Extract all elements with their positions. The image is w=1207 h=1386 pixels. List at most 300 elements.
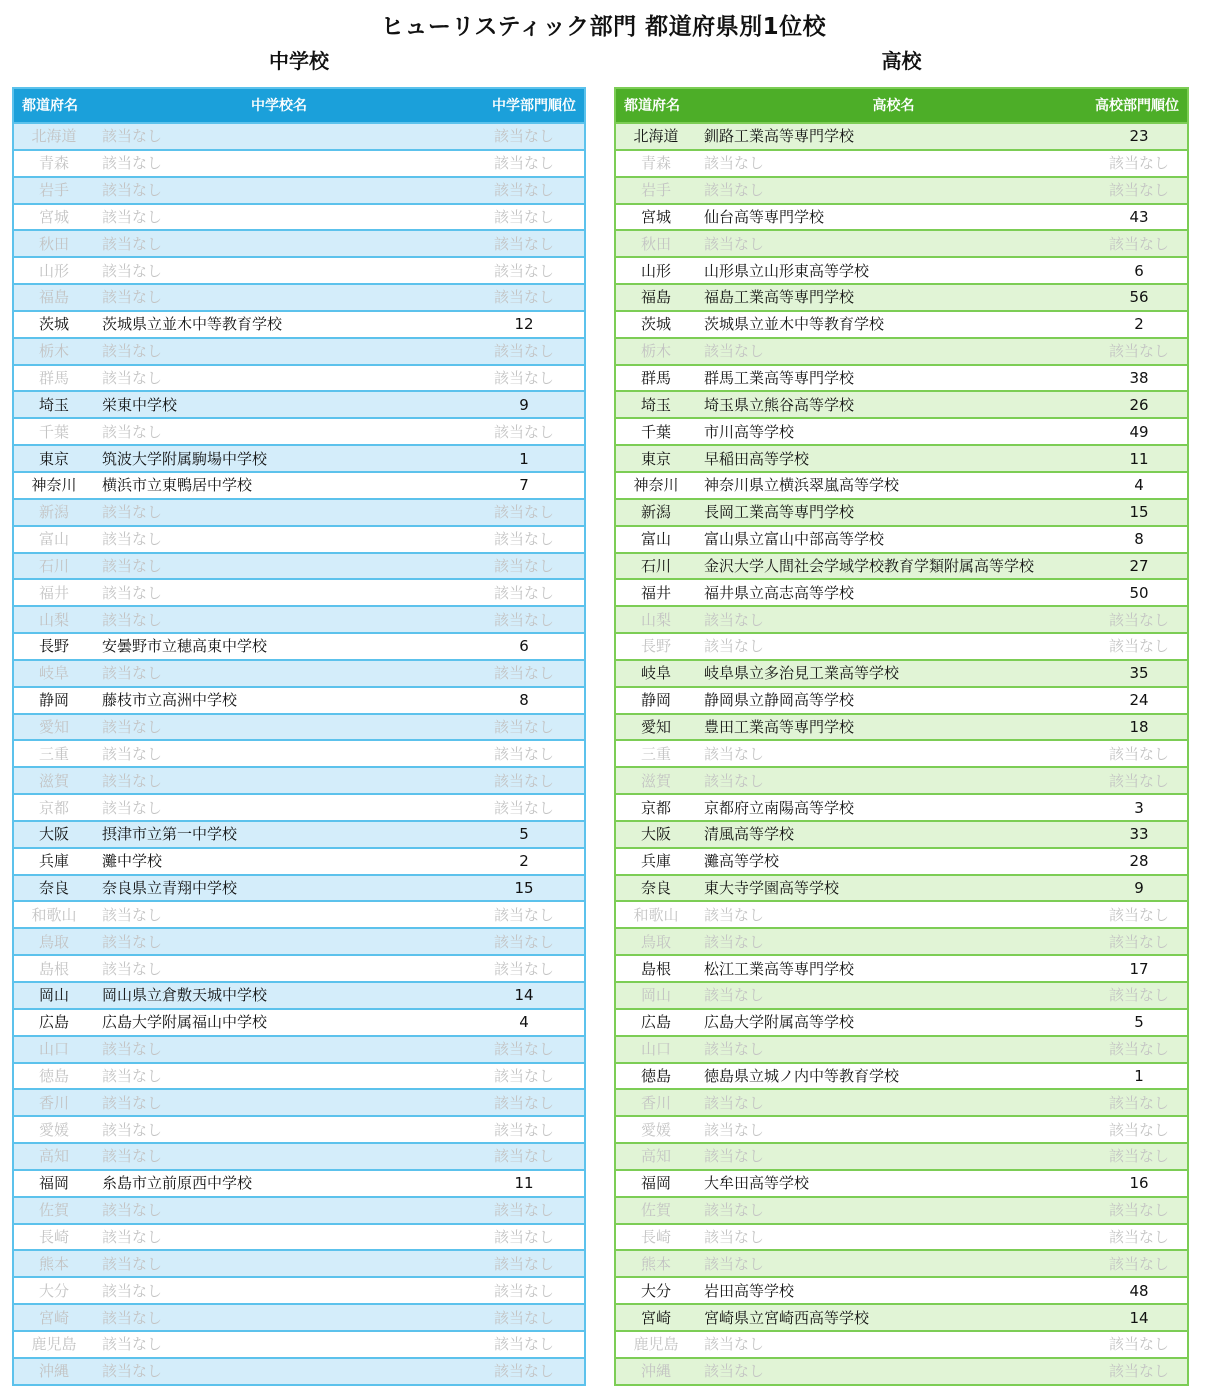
prefecture-cell: 福岡	[14, 1170, 94, 1197]
table-row	[14, 338, 584, 365]
table-row	[14, 928, 584, 955]
middle-school-table-body	[14, 123, 584, 1384]
prefecture-cell: 佐賀	[14, 1197, 94, 1224]
table-row	[14, 1304, 584, 1331]
rank-cell: 該当なし	[464, 928, 584, 955]
table-row	[14, 1116, 584, 1143]
school-name-cell: 岐阜県立多治見工業高等学校	[696, 660, 1091, 687]
prefecture-cell: 青森	[14, 150, 94, 177]
table-row	[616, 553, 1187, 580]
table-row	[616, 606, 1187, 633]
table-row	[616, 875, 1187, 902]
school-name-cell: 該当なし	[94, 1036, 464, 1063]
table-row	[14, 257, 584, 284]
prefecture-cell: 宮崎	[14, 1304, 94, 1331]
prefecture-cell: 岡山	[14, 982, 94, 1009]
rank-cell: 12	[464, 311, 584, 338]
rank-cell: 該当なし	[464, 740, 584, 767]
table-row	[616, 687, 1187, 714]
school-name-cell: 大牟田高等学校	[696, 1170, 1091, 1197]
table-row	[616, 472, 1187, 499]
prefecture-cell: 石川	[616, 553, 696, 580]
rank-cell: 該当なし	[1091, 1358, 1187, 1384]
middle-school-section-title: 中学校	[269, 49, 329, 73]
school-name-cell: 富山県立富山中部高等学校	[696, 526, 1091, 553]
prefecture-cell: 長野	[14, 633, 94, 660]
rank-cell: 1	[464, 445, 584, 472]
rank-cell: 該当なし	[464, 123, 584, 150]
prefecture-cell: 鹿児島	[616, 1331, 696, 1358]
school-name-cell: 灘高等学校	[696, 848, 1091, 875]
school-name-cell: 金沢大学人間社会学域学校教育学類附属高等学校	[696, 553, 1091, 580]
table-row	[14, 204, 584, 231]
school-name-cell: 山形県立山形東高等学校	[696, 257, 1091, 284]
rank-cell: 15	[1091, 499, 1187, 526]
school-name-cell: 該当なし	[94, 767, 464, 794]
rank-cell: 14	[1091, 1304, 1187, 1331]
school-name-cell: 該当なし	[94, 1358, 464, 1384]
school-name-cell: 該当なし	[696, 177, 1091, 204]
school-name-cell: 該当なし	[696, 1197, 1091, 1224]
table-row	[616, 338, 1187, 365]
school-name-cell: 摂津市立第一中学校	[94, 821, 464, 848]
school-name-cell: 該当なし	[94, 1250, 464, 1277]
rank-cell: 16	[1091, 1170, 1187, 1197]
prefecture-cell: 栃木	[616, 338, 696, 365]
rank-cell: 49	[1091, 418, 1187, 445]
table-row	[616, 1277, 1187, 1304]
rank-cell: 5	[464, 821, 584, 848]
prefecture-cell: 奈良	[616, 875, 696, 902]
table-row	[14, 445, 584, 472]
school-name-cell: 釧路工業高等専門学校	[696, 123, 1091, 150]
prefecture-cell: 石川	[14, 553, 94, 580]
table-row	[616, 1170, 1187, 1197]
prefecture-cell: 静岡	[14, 687, 94, 714]
prefecture-cell: 奈良	[14, 875, 94, 902]
rank-cell: 該当なし	[1091, 1143, 1187, 1170]
table-row	[616, 526, 1187, 553]
school-name-cell: 栄東中学校	[94, 391, 464, 418]
school-name-cell: 該当なし	[94, 606, 464, 633]
prefecture-cell: 広島	[14, 1009, 94, 1036]
prefecture-cell: 福島	[616, 284, 696, 311]
school-name-cell: 糸島市立前原西中学校	[94, 1170, 464, 1197]
prefecture-cell: 埼玉	[14, 391, 94, 418]
table-row	[14, 1358, 584, 1384]
rank-cell: 該当なし	[1091, 740, 1187, 767]
rank-cell: 該当なし	[1091, 177, 1187, 204]
prefecture-cell: 静岡	[616, 687, 696, 714]
school-name-cell: 早稲田高等学校	[696, 445, 1091, 472]
column-header-school-name: 中学校名	[94, 89, 464, 123]
rank-cell: 1	[1091, 1063, 1187, 1090]
school-name-cell: 該当なし	[696, 740, 1091, 767]
rank-cell: 17	[1091, 955, 1187, 982]
table-row	[14, 821, 584, 848]
table-row	[14, 284, 584, 311]
rank-cell: 該当なし	[1091, 1116, 1187, 1143]
table-row	[616, 230, 1187, 257]
school-name-cell: 該当なし	[94, 1143, 464, 1170]
rank-cell: 該当なし	[464, 284, 584, 311]
table-row	[14, 499, 584, 526]
table-row	[14, 982, 584, 1009]
table-row	[616, 1304, 1187, 1331]
prefecture-cell: 福島	[14, 284, 94, 311]
table-row	[616, 445, 1187, 472]
rank-cell: 48	[1091, 1277, 1187, 1304]
prefecture-cell: 東京	[14, 445, 94, 472]
table-row	[14, 1170, 584, 1197]
rank-cell: 該当なし	[464, 1358, 584, 1384]
table-row	[616, 1009, 1187, 1036]
table-row	[616, 794, 1187, 821]
school-name-cell: 仙台高等専門学校	[696, 204, 1091, 231]
prefecture-cell: 秋田	[14, 230, 94, 257]
school-name-cell: 清風高等学校	[696, 821, 1091, 848]
prefecture-cell: 福井	[616, 579, 696, 606]
school-name-cell: 該当なし	[94, 901, 464, 928]
table-row	[616, 499, 1187, 526]
prefecture-cell: 山梨	[14, 606, 94, 633]
table-row	[616, 177, 1187, 204]
table-row	[14, 875, 584, 902]
prefecture-cell: 埼玉	[616, 391, 696, 418]
rank-cell: 43	[1091, 204, 1187, 231]
prefecture-cell: 青森	[616, 150, 696, 177]
prefecture-cell: 京都	[14, 794, 94, 821]
school-name-cell: 該当なし	[696, 1036, 1091, 1063]
table-row	[14, 660, 584, 687]
prefecture-cell: 岐阜	[616, 660, 696, 687]
school-name-cell: 茨城県立並木中等教育学校	[94, 311, 464, 338]
high-school-table-panel	[614, 87, 1189, 1386]
table-row	[616, 901, 1187, 928]
table-row	[616, 982, 1187, 1009]
rank-cell: 該当なし	[464, 204, 584, 231]
prefecture-cell: 島根	[14, 955, 94, 982]
prefecture-cell: 徳島	[14, 1063, 94, 1090]
prefecture-cell: 北海道	[616, 123, 696, 150]
rank-cell: 該当なし	[464, 257, 584, 284]
table-row	[14, 633, 584, 660]
school-name-cell: 該当なし	[94, 499, 464, 526]
rank-cell: 該当なし	[1091, 1224, 1187, 1251]
rank-cell: 3	[1091, 794, 1187, 821]
rank-cell: 2	[464, 848, 584, 875]
school-name-cell: 該当なし	[696, 1331, 1091, 1358]
school-name-cell: 該当なし	[94, 1304, 464, 1331]
prefecture-cell: 愛媛	[14, 1116, 94, 1143]
rank-cell: 該当なし	[464, 579, 584, 606]
prefecture-cell: 熊本	[14, 1250, 94, 1277]
column-header-school-name: 高校名	[696, 89, 1091, 123]
rank-cell: 該当なし	[464, 1063, 584, 1090]
prefecture-cell: 山口	[14, 1036, 94, 1063]
table-row	[616, 1331, 1187, 1358]
prefecture-cell: 高知	[14, 1143, 94, 1170]
school-name-cell: 岩田高等学校	[696, 1277, 1091, 1304]
rank-cell: 該当なし	[1091, 1089, 1187, 1116]
rank-cell: 9	[464, 391, 584, 418]
rank-cell: 5	[1091, 1009, 1187, 1036]
table-row	[616, 714, 1187, 741]
prefecture-cell: 宮城	[616, 204, 696, 231]
prefecture-cell: 神奈川	[14, 472, 94, 499]
prefecture-cell: 岩手	[14, 177, 94, 204]
prefecture-cell: 大分	[14, 1277, 94, 1304]
school-name-cell: 該当なし	[94, 1224, 464, 1251]
rank-cell: 該当なし	[464, 767, 584, 794]
table-row	[14, 794, 584, 821]
rank-cell: 11	[464, 1170, 584, 1197]
high-school-table	[616, 89, 1187, 1384]
rank-cell: 28	[1091, 848, 1187, 875]
prefecture-cell: 山梨	[616, 606, 696, 633]
table-row	[14, 955, 584, 982]
prefecture-cell: 兵庫	[616, 848, 696, 875]
high-school-table-body	[616, 123, 1187, 1384]
table-row	[616, 284, 1187, 311]
rank-cell: 14	[464, 982, 584, 1009]
table-row	[14, 418, 584, 445]
school-name-cell: 豊田工業高等専門学校	[696, 714, 1091, 741]
school-name-cell: 該当なし	[94, 553, 464, 580]
prefecture-cell: 山口	[616, 1036, 696, 1063]
rank-cell: 該当なし	[1091, 1197, 1187, 1224]
prefecture-cell: 茨城	[616, 311, 696, 338]
prefecture-cell: 長崎	[14, 1224, 94, 1251]
page-title: ヒューリスティック部門 都道府県別1位校	[380, 14, 827, 40]
rank-cell: 該当なし	[464, 150, 584, 177]
table-row	[616, 150, 1187, 177]
table-row	[14, 714, 584, 741]
prefecture-cell: 徳島	[616, 1063, 696, 1090]
prefecture-cell: 鹿児島	[14, 1331, 94, 1358]
prefecture-cell: 滋賀	[616, 767, 696, 794]
prefecture-cell: 大分	[616, 1277, 696, 1304]
rank-cell: 4	[464, 1009, 584, 1036]
table-row	[14, 1009, 584, 1036]
table-row	[14, 1143, 584, 1170]
rank-cell: 50	[1091, 579, 1187, 606]
rank-cell: 該当なし	[464, 1331, 584, 1358]
table-row	[616, 928, 1187, 955]
school-name-cell: 広島大学附属高等学校	[696, 1009, 1091, 1036]
school-name-cell: 該当なし	[94, 123, 464, 150]
table-row	[14, 1224, 584, 1251]
prefecture-cell: 広島	[616, 1009, 696, 1036]
rank-cell: 26	[1091, 391, 1187, 418]
table-row	[14, 1036, 584, 1063]
rank-cell: 該当なし	[1091, 901, 1187, 928]
rank-cell: 該当なし	[464, 1116, 584, 1143]
middle-school-table-panel	[12, 87, 586, 1386]
school-name-cell: 該当なし	[94, 1277, 464, 1304]
school-name-cell: 藤枝市立高洲中学校	[94, 687, 464, 714]
table-row	[616, 633, 1187, 660]
rank-cell: 該当なし	[464, 901, 584, 928]
table-row	[616, 821, 1187, 848]
rank-cell: 該当なし	[1091, 1250, 1187, 1277]
rank-cell: 23	[1091, 123, 1187, 150]
rank-cell: 6	[464, 633, 584, 660]
school-name-cell: 該当なし	[94, 230, 464, 257]
school-name-cell: 該当なし	[94, 1089, 464, 1116]
rank-cell: 該当なし	[1091, 150, 1187, 177]
school-name-cell: 該当なし	[94, 284, 464, 311]
prefecture-cell: 高知	[616, 1143, 696, 1170]
table-row	[14, 311, 584, 338]
rank-cell: 該当なし	[464, 365, 584, 392]
school-name-cell: 徳島県立城ノ内中等教育学校	[696, 1063, 1091, 1090]
table-row	[616, 1143, 1187, 1170]
school-name-cell: 京都府立南陽高等学校	[696, 794, 1091, 821]
school-name-cell: 安曇野市立穂高東中学校	[94, 633, 464, 660]
table-row	[616, 311, 1187, 338]
rank-cell: 6	[1091, 257, 1187, 284]
school-name-cell: 埼玉県立熊谷高等学校	[696, 391, 1091, 418]
prefecture-cell: 兵庫	[14, 848, 94, 875]
table-row	[14, 391, 584, 418]
high-school-section-title: 高校	[881, 49, 922, 73]
rank-cell: 2	[1091, 311, 1187, 338]
table-row	[14, 1089, 584, 1116]
table-row	[14, 687, 584, 714]
school-name-cell: 該当なし	[696, 150, 1091, 177]
table-row	[14, 472, 584, 499]
table-row	[14, 1063, 584, 1090]
prefecture-cell: 熊本	[616, 1250, 696, 1277]
school-name-cell: 該当なし	[94, 714, 464, 741]
rank-cell: 該当なし	[464, 1277, 584, 1304]
school-name-cell: 該当なし	[94, 418, 464, 445]
prefecture-cell: 愛媛	[616, 1116, 696, 1143]
rank-cell: 4	[1091, 472, 1187, 499]
prefecture-cell: 香川	[14, 1089, 94, 1116]
rank-cell: 該当なし	[1091, 1331, 1187, 1358]
table-row	[14, 123, 584, 150]
rank-cell: 33	[1091, 821, 1187, 848]
rank-cell: 該当なし	[1091, 982, 1187, 1009]
rank-cell: 56	[1091, 284, 1187, 311]
prefecture-cell: 新潟	[616, 499, 696, 526]
table-row	[14, 740, 584, 767]
prefecture-cell: 千葉	[14, 418, 94, 445]
prefecture-cell: 群馬	[14, 365, 94, 392]
rank-cell: 24	[1091, 687, 1187, 714]
school-name-cell: 奈良県立青翔中学校	[94, 875, 464, 902]
rank-cell: 該当なし	[1091, 767, 1187, 794]
rank-cell: 18	[1091, 714, 1187, 741]
prefecture-cell: 和歌山	[14, 901, 94, 928]
table-row	[616, 740, 1187, 767]
rank-cell: 9	[1091, 875, 1187, 902]
school-name-cell: 該当なし	[696, 901, 1091, 928]
prefecture-cell: 沖縄	[616, 1358, 696, 1384]
table-row	[14, 526, 584, 553]
prefecture-cell: 佐賀	[616, 1197, 696, 1224]
school-name-cell: 該当なし	[696, 230, 1091, 257]
school-name-cell: 該当なし	[94, 1197, 464, 1224]
school-name-cell: 福井県立高志高等学校	[696, 579, 1091, 606]
prefecture-cell: 千葉	[616, 418, 696, 445]
prefecture-cell: 栃木	[14, 338, 94, 365]
prefecture-cell: 北海道	[14, 123, 94, 150]
school-name-cell: 該当なし	[94, 794, 464, 821]
table-row	[616, 365, 1187, 392]
school-name-cell: 該当なし	[696, 928, 1091, 955]
school-name-cell: 該当なし	[94, 526, 464, 553]
school-name-cell: 該当なし	[696, 606, 1091, 633]
school-name-cell: 東大寺学園高等学校	[696, 875, 1091, 902]
prefecture-cell: 宮城	[14, 204, 94, 231]
school-name-cell: 群馬工業高等専門学校	[696, 365, 1091, 392]
rank-cell: 該当なし	[464, 526, 584, 553]
rank-cell: 7	[464, 472, 584, 499]
rank-cell: 該当なし	[464, 1250, 584, 1277]
table-row	[14, 150, 584, 177]
school-name-cell: 該当なし	[696, 1250, 1091, 1277]
prefecture-cell: 神奈川	[616, 472, 696, 499]
prefecture-cell: 三重	[616, 740, 696, 767]
table-header-row	[14, 89, 584, 123]
school-name-cell: 該当なし	[696, 1116, 1091, 1143]
rank-cell: 該当なし	[464, 1224, 584, 1251]
table-row	[616, 1250, 1187, 1277]
table-row	[14, 767, 584, 794]
school-name-cell: 該当なし	[94, 257, 464, 284]
table-row	[616, 418, 1187, 445]
table-row	[616, 1063, 1187, 1090]
column-header-prefecture: 都道府名	[14, 89, 94, 123]
middle-school-table	[14, 89, 584, 1384]
table-row	[14, 1277, 584, 1304]
school-name-cell: 灘中学校	[94, 848, 464, 875]
prefecture-cell: 茨城	[14, 311, 94, 338]
table-row	[616, 1036, 1187, 1063]
school-name-cell: 筑波大学附属駒場中学校	[94, 445, 464, 472]
table-row	[14, 553, 584, 580]
prefecture-cell: 鳥取	[14, 928, 94, 955]
table-row	[616, 955, 1187, 982]
table-row	[616, 204, 1187, 231]
table-row	[616, 257, 1187, 284]
rank-cell: 該当なし	[464, 1036, 584, 1063]
prefecture-cell: 愛知	[616, 714, 696, 741]
school-name-cell: 宮崎県立宮崎西高等学校	[696, 1304, 1091, 1331]
rank-cell: 該当なし	[464, 606, 584, 633]
table-row	[616, 1197, 1187, 1224]
table-row	[14, 901, 584, 928]
table-row	[616, 848, 1187, 875]
column-header-rank: 中学部門順位	[464, 89, 584, 123]
rank-cell: 該当なし	[464, 230, 584, 257]
rank-cell: 該当なし	[1091, 338, 1187, 365]
table-row	[616, 1358, 1187, 1384]
prefecture-cell: 三重	[14, 740, 94, 767]
prefecture-cell: 東京	[616, 445, 696, 472]
rank-cell: 該当なし	[464, 955, 584, 982]
rank-cell: 該当なし	[1091, 1036, 1187, 1063]
table-row	[616, 1224, 1187, 1251]
prefecture-cell: 長野	[616, 633, 696, 660]
table-row	[14, 230, 584, 257]
rank-cell: 該当なし	[464, 1089, 584, 1116]
school-name-cell: 該当なし	[94, 338, 464, 365]
rank-cell: 該当なし	[1091, 928, 1187, 955]
